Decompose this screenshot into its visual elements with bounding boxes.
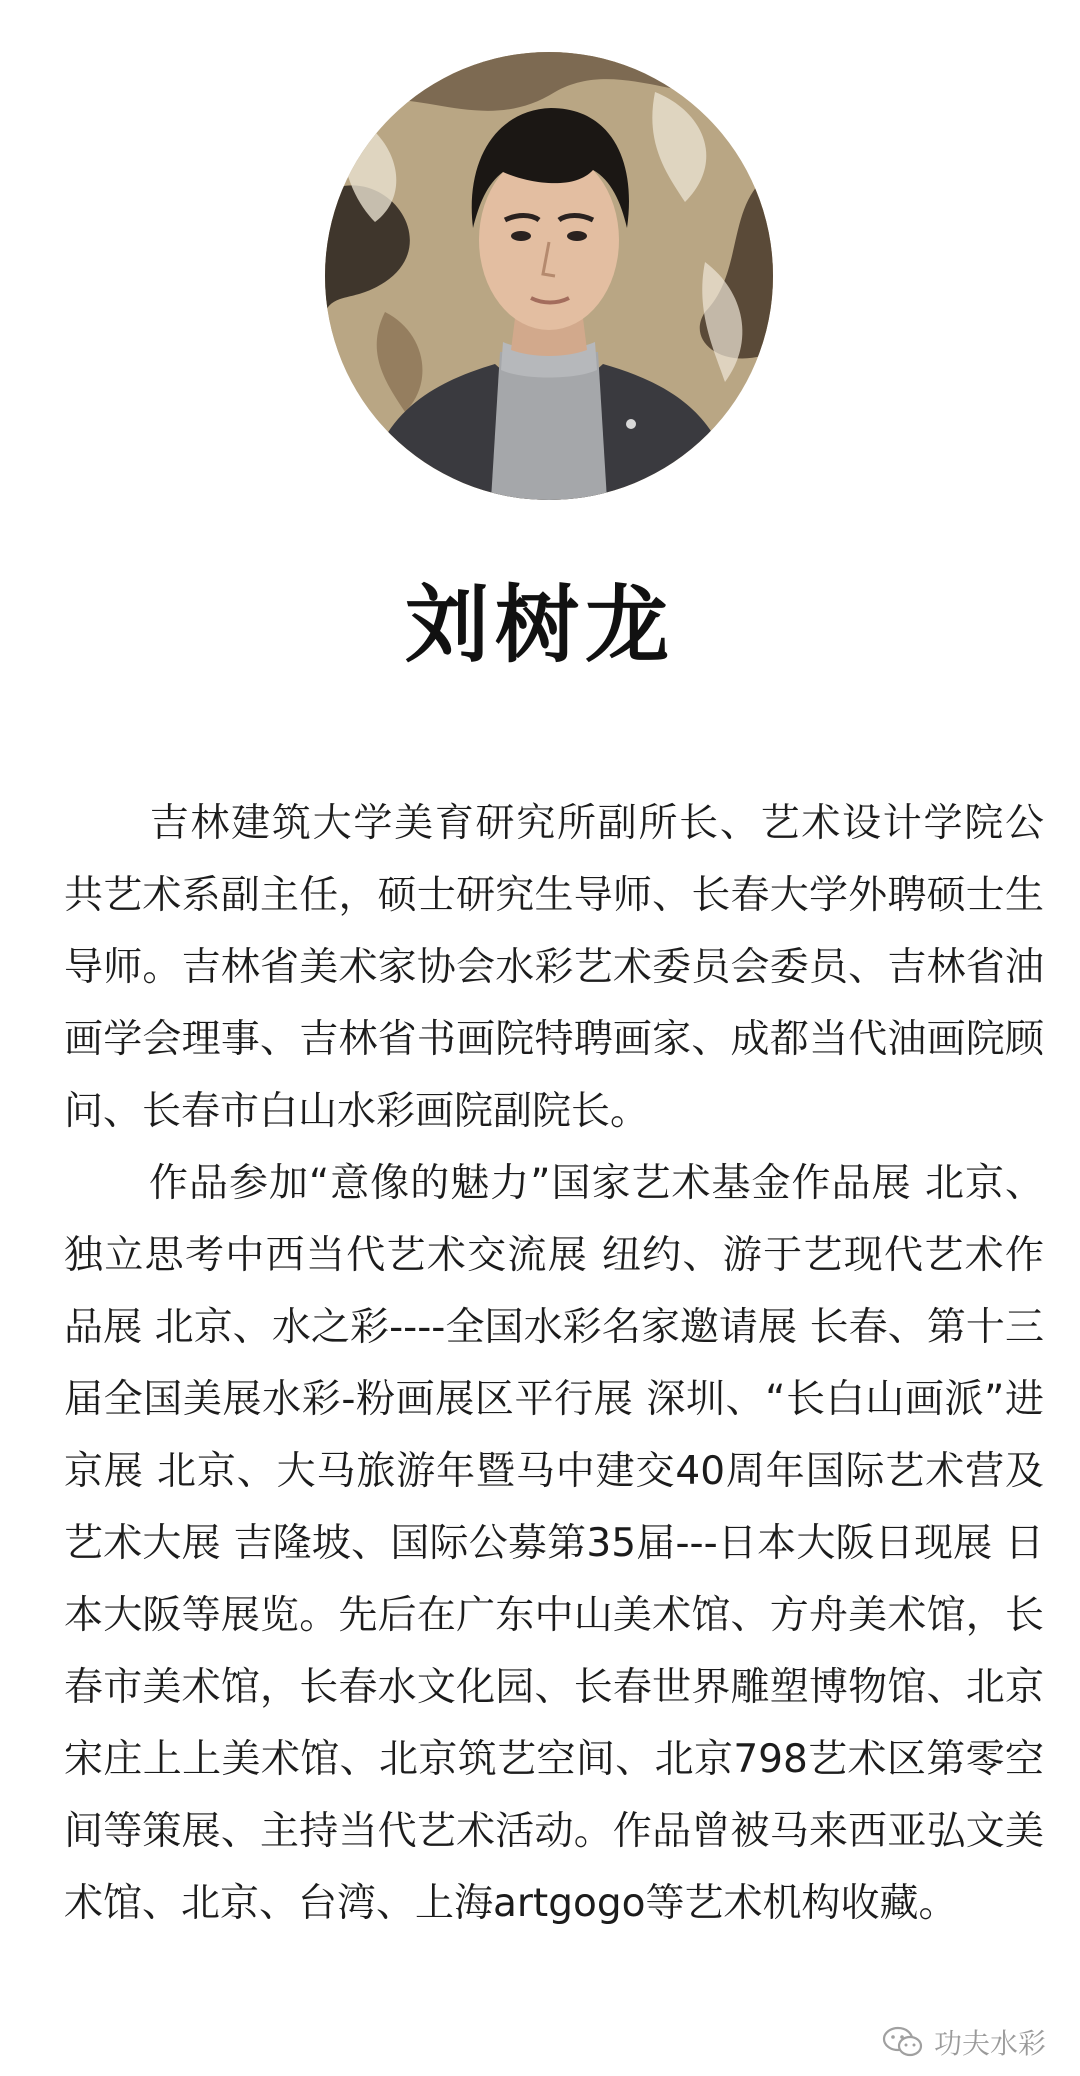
portrait-photo (325, 52, 773, 500)
profile-name: 刘树龙 (404, 576, 675, 674)
biography (64, 788, 1044, 1940)
bio-paragraph-1-text: 吉林建筑大学美育研究所副所长、艺术设计学院公共艺术系副主任，硕士研究生导师、长春大学外聘硕士生导师。吉林省美术家协会水彩艺术委员会委员、吉林省油画学会理事、吉林省书画院特聘画家、成都当代油画院顾问、长春市白山水彩画院副院长。 (64, 801, 1044, 1134)
bio-paragraph-2-text: 作品参加“意像的魅力”国家艺术基金作品展 北京、独立思考中西当代艺术交流展 纽约、游于艺现代艺术作品展 北京、水之彩----全国水彩名家邀请展 长春、第十三届全国美展水彩-粉画展区平行展 深圳、“长白山画派”进京展 北京、大马旅游年暨马中建交40周年国际艺术营及艺术大展 吉隆坡、国际公募第35届---日本大阪日现展 日本大阪等展览。先后在广东中山美术馆、方舟美术馆，长春市美术馆，长春水文化园、长春世界雕塑博物馆、北京宋庄上上美术馆、北京筑艺空间、北京798艺术区第零空间等策展、主持当代艺术活动。作品曾被马来西亚弘文美术馆、北京、台湾、上海artgogo等艺术机构收藏。 (64, 1161, 1044, 1926)
bio-paragraph-1 (64, 788, 1044, 1148)
watermark (882, 2022, 1046, 2062)
bio-paragraph-2 (64, 1148, 1044, 1940)
watermark-text: 功夫水彩 (933, 2027, 1046, 2060)
wechat-icon (882, 2025, 924, 2059)
